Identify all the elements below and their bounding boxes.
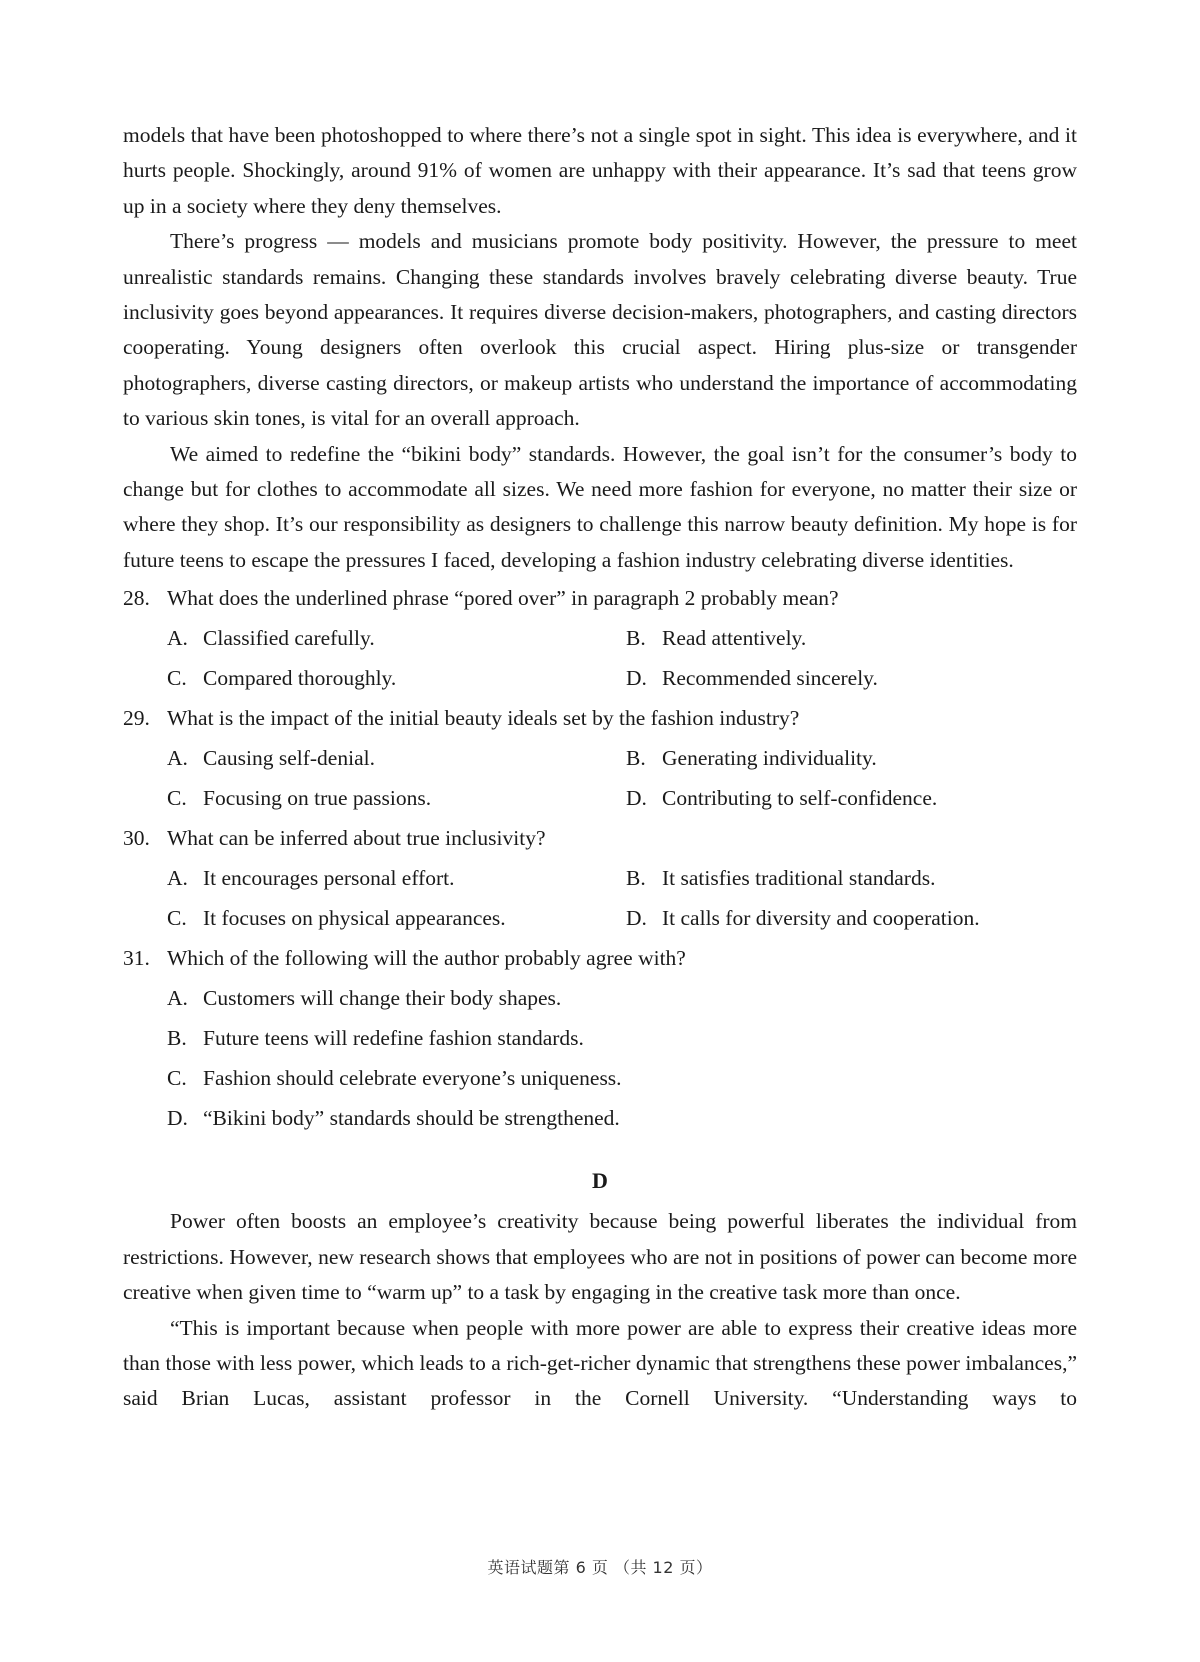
question-30 [123, 820, 1077, 940]
options [123, 860, 1077, 940]
passage-d [123, 1166, 1077, 1416]
option-letter: B. [626, 866, 646, 891]
option-b[interactable] [167, 1020, 1077, 1060]
option-c[interactable] [167, 660, 626, 700]
option-d[interactable] [167, 1100, 1077, 1140]
option-c[interactable] [167, 780, 626, 820]
option-letter: C. [167, 666, 187, 691]
option-d[interactable] [626, 780, 1077, 820]
question-number: 30. [123, 826, 150, 851]
passage-c-paragraph-1: models that have been photoshopped to where there’s not a single spot in sight. This idea is everywhere, and it hurts people. Shockingly, around 91% of women are unhappy with their appearance. It’s sad that teens grow up in a society where they deny themselves. [123, 123, 1077, 218]
question-number: 28. [123, 586, 150, 611]
options [123, 980, 1077, 1140]
option-text: It calls for diversity and cooperation. [662, 906, 980, 931]
option-c[interactable] [167, 900, 626, 940]
question-29 [123, 700, 1077, 820]
option-letter: D. [626, 786, 647, 811]
option-letter: D. [626, 906, 647, 931]
option-text: Recommended sincerely. [662, 666, 878, 691]
option-letter: A. [167, 986, 188, 1011]
option-letter: D. [167, 1106, 188, 1131]
question-text: What can be inferred about true inclusivity? [167, 826, 546, 851]
option-a[interactable] [167, 740, 626, 780]
passage-c [123, 118, 1077, 578]
question-stem [123, 700, 1077, 740]
option-text: Contributing to self-confidence. [662, 786, 938, 811]
passage-c-paragraph-3: We aimed to redefine the “bikini body” standards. However, the goal isn’t for the consumer’s body to change but for clothes to accommodate all sizes. We need more fashion for everyone, no matter their size or where they shop. It’s our responsibility as designers to challenge this narrow beauty definition. My hope is for future teens to escape the pressures I faced, developing a fashion industry celebrating diverse identities. [123, 441, 1077, 572]
option-b[interactable] [626, 620, 1077, 660]
option-letter: A. [167, 626, 188, 651]
question-text: What does the underlined phrase “pored over” in paragraph 2 probably mean? [167, 586, 839, 611]
option-letter: A. [167, 746, 188, 771]
options [123, 620, 1077, 700]
option-letter: A. [167, 866, 188, 891]
option-text: Future teens will redefine fashion standards. [203, 1026, 584, 1051]
option-text: It focuses on physical appearances. [203, 906, 506, 931]
option-letter: C. [167, 786, 187, 811]
question-stem [123, 940, 1077, 980]
option-text: Classified carefully. [203, 626, 375, 651]
option-text: Read attentively. [662, 626, 807, 651]
option-a[interactable] [167, 980, 1077, 1020]
option-letter: C. [167, 1066, 187, 1091]
question-stem [123, 580, 1077, 620]
option-letter: B. [626, 746, 646, 771]
option-b[interactable] [626, 860, 1077, 900]
options [123, 740, 1077, 820]
question-28 [123, 580, 1077, 700]
option-text: It encourages personal effort. [203, 866, 455, 891]
option-b[interactable] [626, 740, 1077, 780]
page-footer: 英语试题第 6 页 （共 12 页） [487, 1558, 713, 1577]
exam-page [123, 118, 1077, 1417]
passage-d-paragraph-1: Power often boosts an employee’s creativity because being powerful liberates the individual from restrictions. However, new research shows that employees who are not in positions of power can become more creative when given time to “warm up” to a task by engaging in the creative task more than once. [123, 1209, 1077, 1305]
option-text: It satisfies traditional standards. [662, 866, 936, 891]
passage-d-paragraph-2: “This is important because when people with more power are able to express their creative ideas more than those with less power, which leads to a rich-get-richer dynamic that strengthens these power imbalances,” said Brian Lucas, assistant professor in the Cornell University. “Understanding ways to [123, 1315, 1077, 1411]
question-text: What is the impact of the initial beauty ideals set by the fashion industry? [167, 706, 800, 731]
question-stem [123, 820, 1077, 860]
option-text: Compared thoroughly. [203, 666, 397, 691]
option-a[interactable] [167, 860, 626, 900]
question-31 [123, 940, 1077, 1140]
option-text: Generating individuality. [662, 746, 877, 771]
option-text: Causing self-denial. [203, 746, 375, 771]
option-text: Focusing on true passions. [203, 786, 432, 811]
passage-c-paragraph-2: There’s progress — models and musicians promote body positivity. However, the pressure to meet unrealistic standards remains. Changing these standards involves bravely celebrating diverse beauty. True inclusivity goes beyond appearances. It requires diverse decision-makers, photographers, and casting directors cooperating. Young designers often overlook this crucial aspect. Hiring plus-size or transgender photographers, diverse casting directors, or makeup artists who understand the importance of accommodating to various skin tones, is vital for an overall approach. [123, 229, 1077, 431]
option-letter: D. [626, 666, 647, 691]
question-text: Which of the following will the author probably agree with? [167, 946, 686, 971]
option-d[interactable] [626, 660, 1077, 700]
section-heading: D [592, 1168, 608, 1194]
option-d[interactable] [626, 900, 1077, 940]
option-letter: B. [167, 1026, 187, 1051]
option-text: Customers will change their body shapes. [203, 986, 562, 1011]
option-c[interactable] [167, 1060, 1077, 1100]
option-text: “Bikini body” standards should be strengthened. [203, 1106, 620, 1131]
question-number: 29. [123, 706, 150, 731]
option-letter: C. [167, 906, 187, 931]
option-a[interactable] [167, 620, 626, 660]
question-number: 31. [123, 946, 150, 971]
option-text: Fashion should celebrate everyone’s uniqueness. [203, 1066, 622, 1091]
option-letter: B. [626, 626, 646, 651]
